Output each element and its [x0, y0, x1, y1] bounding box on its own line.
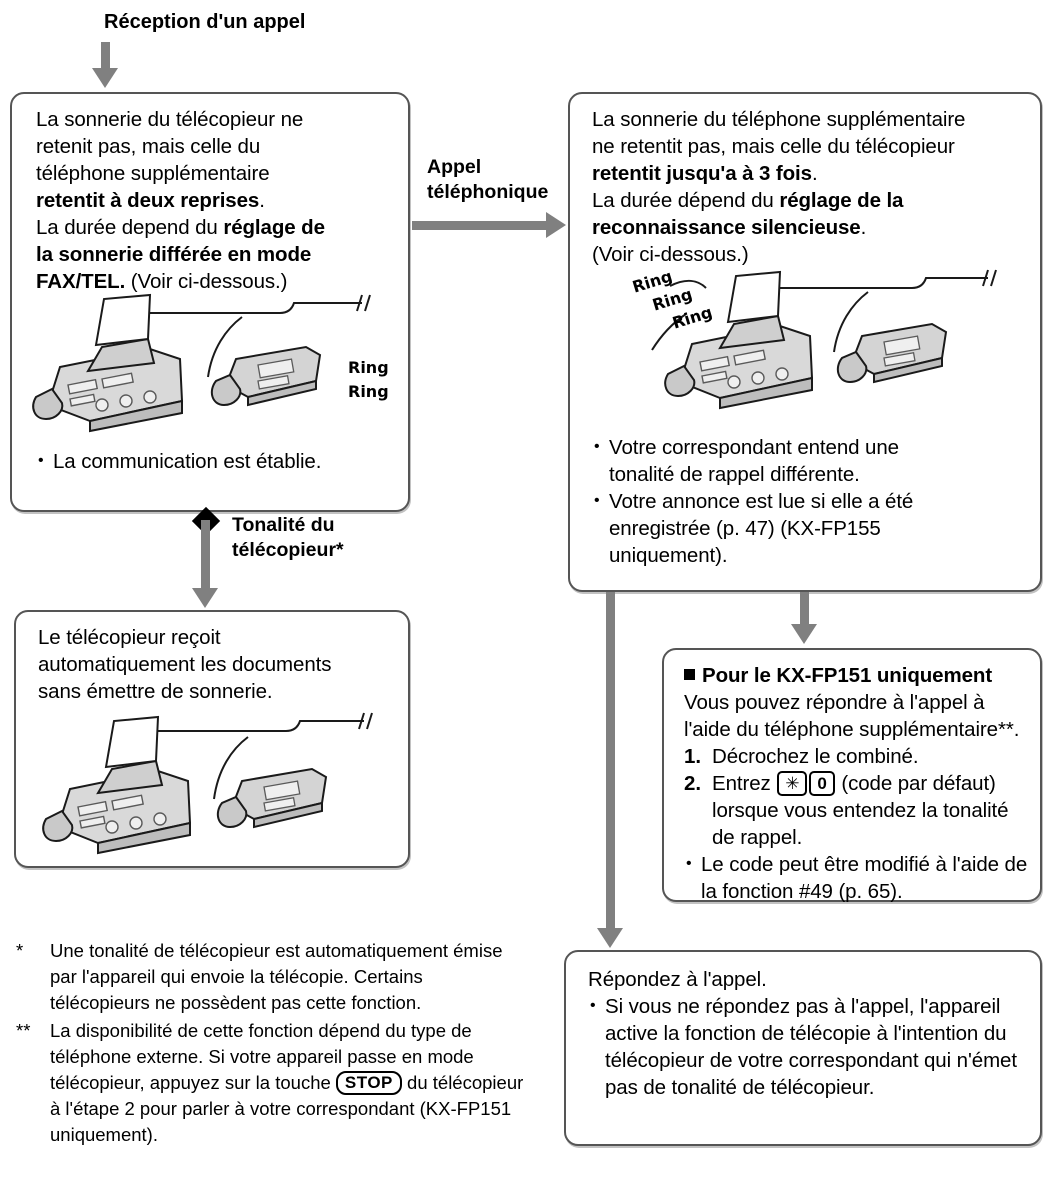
box-silent-detection-text	[592, 106, 1032, 268]
footnote-2-mark: **	[16, 1020, 31, 1041]
list-item	[684, 770, 1030, 851]
sd-l2: ne retentit pas, mais celle du télécopieur	[592, 135, 955, 158]
ring-text-1: Ring	[630, 266, 675, 297]
ftr-l4t: .	[259, 189, 265, 212]
stop-key-icon[interactable]: STOP	[336, 1071, 402, 1095]
ring-text-3: Ring	[670, 302, 715, 333]
footnote-2	[16, 1018, 526, 1148]
sd-l3b: retentit jusqu'a à 3 fois	[592, 162, 812, 185]
kxfp151-intro-l2: l'aide du téléphone supplémentaire**.	[684, 718, 1020, 741]
page-title: Réception d'un appel	[104, 11, 306, 33]
footnote-2-text-b: du télécopieur à l'étape 2 pour parler à votre correspondant (KX-FP151 uniquement).	[50, 1072, 524, 1145]
kxfp151-step1: Décrochez le combiné.	[712, 745, 919, 768]
kxfp151-heading-row	[684, 662, 1030, 689]
kxfp151-steps	[684, 743, 1030, 851]
ring-text-2: Ring	[650, 284, 695, 315]
fax-and-phone-illustration-3	[34, 707, 399, 857]
box-silent-detection	[568, 92, 1042, 592]
ring-text-2: Ring	[348, 382, 389, 401]
edge-fax-tone-l1: Tonalité du	[232, 514, 335, 536]
box-silent-detection-bullets	[592, 434, 962, 569]
kxfp151-heading: Pour le KX-FP151 uniquement	[702, 664, 993, 687]
box-answer-call-text	[588, 966, 1026, 1101]
edge-fax-tone-l2: télécopieur*	[232, 539, 344, 561]
kxfp151-notes	[684, 851, 1030, 905]
list-item: • Le code peut être modifié à l'aide de la fonction #49 (p. 65).	[684, 851, 1030, 905]
box-fax-tel-ring-bullets	[36, 448, 396, 475]
edge-label-fax-tone	[232, 513, 344, 563]
box-fax-tel-ring	[10, 92, 410, 512]
box-kxfp151-content	[684, 662, 1030, 905]
ftr-l4b: retentit à deux reprises	[36, 189, 260, 212]
ftr-l1: La sonnerie du télécopieur ne	[36, 108, 304, 131]
box-auto-receive-text	[38, 624, 398, 705]
edge-phone-call-l1: Appel	[427, 156, 482, 178]
kxfp151-intro	[684, 689, 1030, 743]
ring-text-1: Ring	[348, 358, 389, 377]
asterisk-key-icon[interactable]: ✳	[777, 771, 807, 796]
ftr-l5b: réglage de	[223, 216, 325, 239]
list-item: • Votre correspondant entend une tonalité de rappel différente.	[592, 434, 962, 488]
kxfp151-step2-head: Entrez	[712, 772, 777, 795]
edge-label-phone-call	[427, 155, 548, 205]
box-fax-tel-ring-text	[36, 106, 396, 295]
footnote-1	[16, 938, 526, 1016]
ftr-l6b: la sonnerie différée en mode	[36, 243, 312, 266]
footnote-1-text: Une tonalité de télécopieur est automatiquement émise par l'appareil qui envoie la télécopie. Certains télécopieurs ne possèdent pas cette fonction.	[50, 940, 503, 1013]
footnotes	[16, 938, 526, 1148]
ac-l1: Répondez à l'appel.	[588, 968, 767, 991]
zero-key-icon[interactable]: 0	[809, 771, 834, 796]
ftr-l5h: La durée depend du	[36, 216, 224, 239]
sd-l4h: La durée dépend du	[592, 189, 780, 212]
ftr-l2: retenit pas, mais celle du	[36, 135, 261, 158]
list-item: • Votre annonce est lue si elle a été enregistrée (p. 47) (KX-FP155 uniquement).	[592, 488, 962, 569]
footnote-1-mark: *	[16, 940, 24, 961]
kxfp151-step2-tail: (code par défaut) lorsque vous entendez la tonalité de rappel.	[712, 772, 1009, 849]
sd-l6: (Voir ci-dessous.)	[592, 243, 749, 266]
fax-and-phone-illustration-1	[30, 289, 400, 434]
ftr-l7b: FAX/TEL.	[36, 270, 126, 293]
ar-l3: sans émettre de sonnerie.	[38, 680, 273, 703]
list-item: • La communication est établie.	[36, 448, 396, 475]
ar-l1: Le télécopieur reçoit	[38, 626, 221, 649]
sd-l4b: réglage de la	[779, 189, 904, 212]
ftr-l3: téléphone supplémentaire	[36, 162, 270, 185]
ar-l2: automatiquement les documents	[38, 653, 332, 676]
edge-phone-call-l2: téléphonique	[427, 181, 549, 203]
sd-l5b: reconnaissance silencieuse	[592, 216, 861, 239]
box-answer-call	[564, 950, 1042, 1146]
sd-l5t: .	[860, 216, 867, 239]
list-item	[684, 743, 1030, 770]
sd-l1: La sonnerie du téléphone supplémentaire	[592, 108, 966, 131]
kxfp151-intro-l1: Vous pouvez répondre à l'appel à	[684, 691, 985, 714]
box-kxfp151-only	[662, 648, 1042, 902]
list-item: • Si vous ne répondez pas à l'appel, l'appareil active la fonction de télécopie à l'intention du télécopieur de votre correspondant qui n'émet pas de tonalité de télécopieur.	[588, 993, 1026, 1101]
footnote-2-text-a: La disponibilité de cette fonction dépend du type de téléphone externe. Si votre appareil passe en mode télécopieur, appuyez sur la touche	[50, 1020, 474, 1093]
footnote-2-text	[50, 1018, 526, 1148]
ftr-l7t: (Voir ci-dessous.)	[125, 270, 288, 293]
square-bullet-icon	[684, 669, 695, 680]
sd-l3t: .	[811, 162, 818, 185]
box-auto-receive	[14, 610, 410, 868]
